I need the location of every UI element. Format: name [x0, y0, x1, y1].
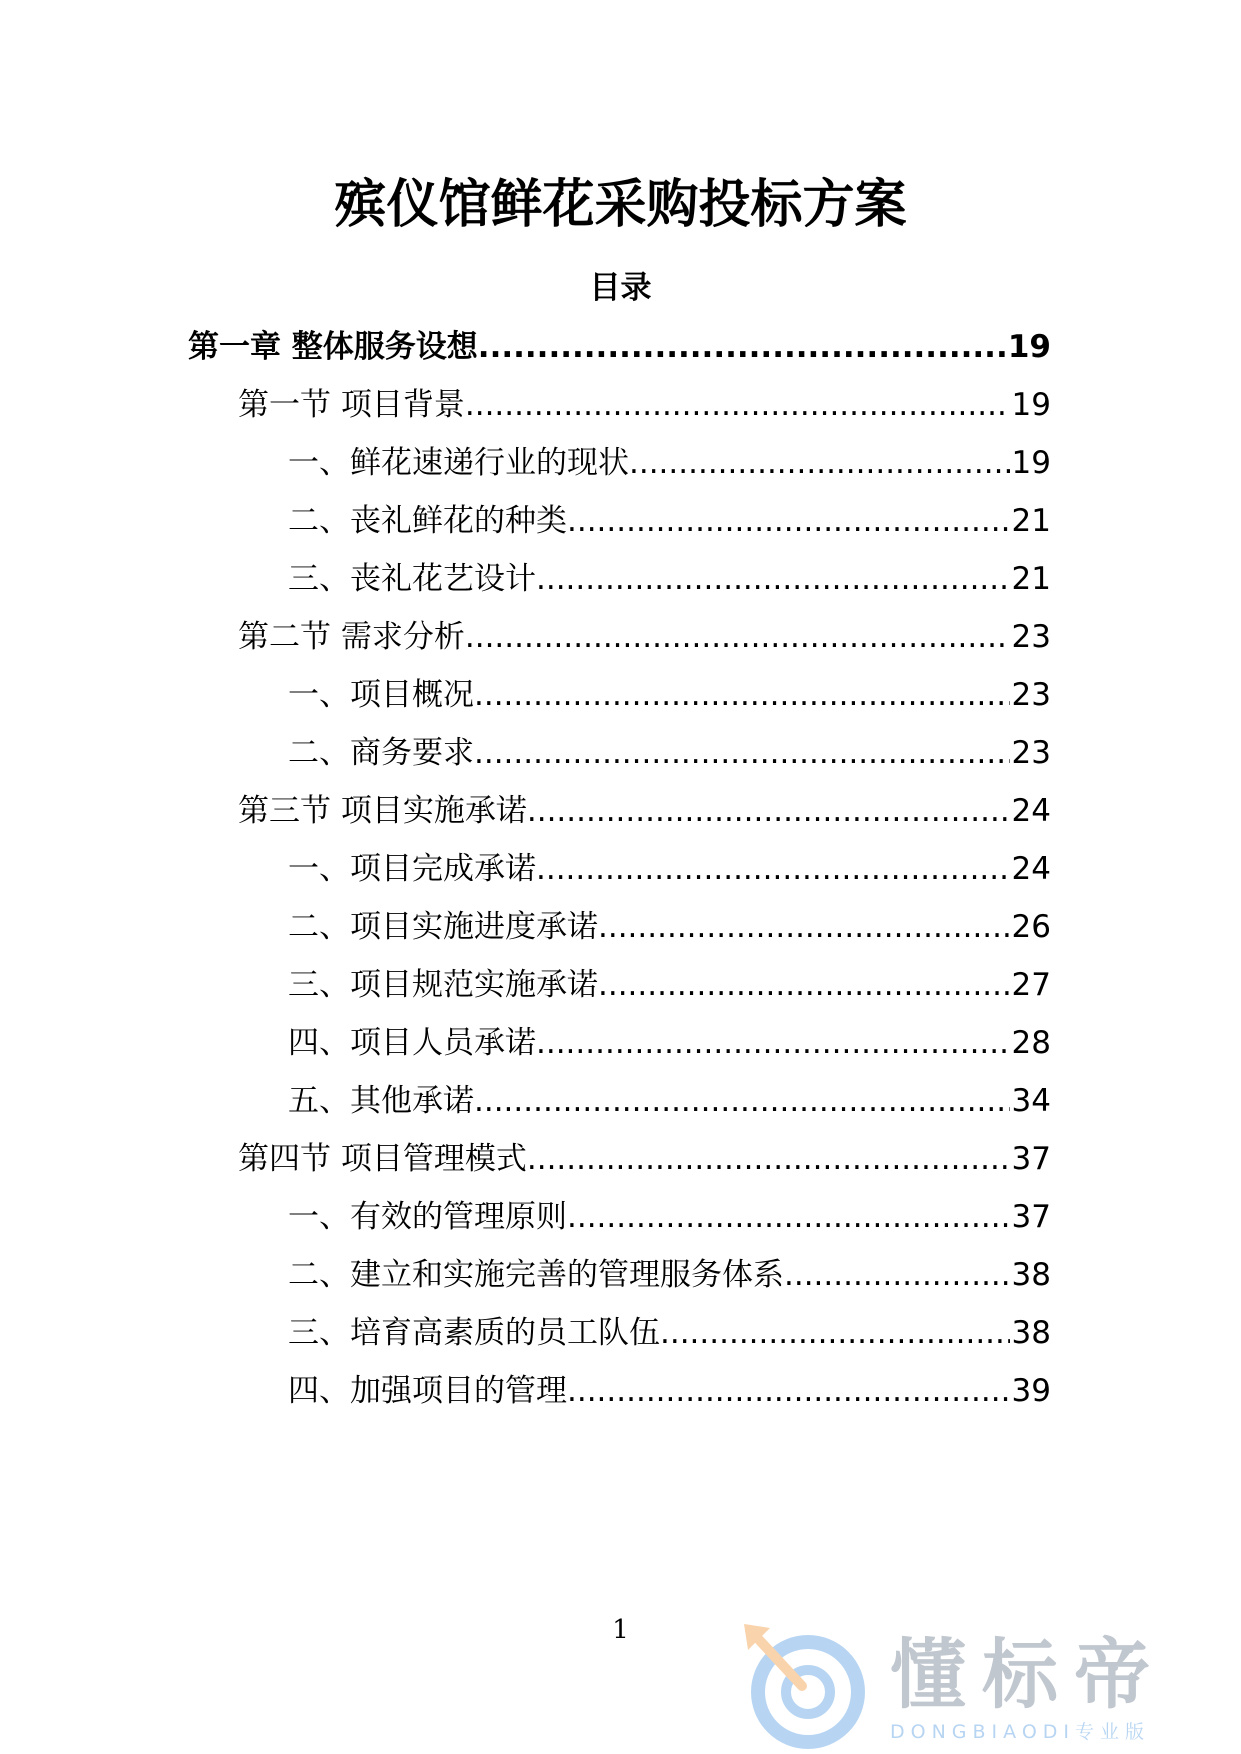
toc-entry-title: 二、丧礼鲜花的种类: [288, 503, 567, 539]
page-number: 1: [612, 1615, 629, 1645]
toc-entry[interactable]: [288, 554, 1051, 604]
toc-dot-leader: [465, 380, 1010, 430]
toc-entry-title: 三、培育高素质的员工队伍: [288, 1315, 660, 1351]
toc-dot-leader: [598, 902, 1010, 952]
toc-entry-page: 24: [1011, 793, 1051, 829]
toc-entry-page: 39: [1011, 1373, 1051, 1409]
toc-dot-leader: [527, 786, 1010, 836]
toc-entry-page: 28: [1011, 1025, 1051, 1061]
toc-dot-leader: [784, 1250, 1010, 1300]
toc-entry-title: 四、项目人员承诺: [288, 1025, 536, 1061]
toc-entry-page: 37: [1011, 1141, 1051, 1177]
toc-entry-title: 一、项目完成承诺: [288, 851, 536, 887]
toc-entry-title: 一、鲜花速递行业的现状: [288, 445, 629, 481]
toc-entry[interactable]: [288, 670, 1051, 720]
target-logo-icon: [740, 1620, 870, 1750]
toc-entry[interactable]: [288, 496, 1051, 546]
toc-entry-title: 第二节 需求分析: [238, 619, 465, 655]
toc-entry[interactable]: [288, 1076, 1051, 1126]
toc-entry-title: 第四节 项目管理模式: [238, 1141, 527, 1177]
toc-dot-leader: [629, 438, 1010, 488]
toc-entry[interactable]: [288, 1018, 1051, 1068]
toc-entry-page: 23: [1011, 735, 1051, 771]
toc-entry-title: 二、商务要求: [288, 735, 474, 771]
toc-entry[interactable]: [188, 322, 1051, 372]
toc-entry[interactable]: [238, 1134, 1051, 1184]
toc-dot-leader: [474, 670, 1010, 720]
toc-entry-title: 三、项目规范实施承诺: [288, 967, 598, 1003]
toc-entry[interactable]: [288, 1308, 1051, 1358]
watermark: [740, 1620, 1220, 1750]
toc-entry[interactable]: [288, 960, 1051, 1010]
toc-dot-leader: [660, 1308, 1010, 1358]
toc-entry-page: 37: [1011, 1199, 1051, 1235]
toc-entry[interactable]: [238, 612, 1051, 662]
toc-dot-leader: [567, 1192, 1010, 1242]
toc-dot-leader: [465, 612, 1010, 662]
toc-entry[interactable]: [288, 844, 1051, 894]
toc-entry-title: 一、项目概况: [288, 677, 474, 713]
toc-entry[interactable]: [238, 786, 1051, 836]
toc-entry-title: 三、丧礼花艺设计: [288, 561, 536, 597]
toc-entry[interactable]: [238, 380, 1051, 430]
toc-entry[interactable]: [288, 438, 1051, 488]
toc-dot-leader: [527, 1134, 1010, 1184]
toc-entry-title: 第三节 项目实施承诺: [238, 793, 527, 829]
toc-entry-page: 26: [1011, 909, 1051, 945]
toc-entry[interactable]: [288, 1250, 1051, 1300]
toc-entry-page: 19: [1011, 387, 1051, 423]
toc-dot-leader: [474, 1076, 1010, 1126]
toc-entry-title: 二、项目实施进度承诺: [288, 909, 598, 945]
toc-entry-page: 23: [1011, 619, 1051, 655]
toc-entry-page: 34: [1011, 1083, 1051, 1119]
toc-entry-title: 第一章 整体服务设想: [188, 329, 478, 365]
toc-entry[interactable]: [288, 902, 1051, 952]
toc-entry-title: 第一节 项目背景: [238, 387, 465, 423]
toc-entry[interactable]: [288, 1366, 1051, 1416]
toc-entry-page: 19: [1007, 329, 1051, 365]
toc-entry-page: 24: [1011, 851, 1051, 887]
toc-entry-page: 19: [1011, 445, 1051, 481]
toc-entry[interactable]: [288, 1192, 1051, 1242]
toc-heading: 目录: [589, 270, 652, 306]
toc-dot-leader: [567, 1366, 1010, 1416]
toc-entry-title: 一、有效的管理原则: [288, 1199, 567, 1235]
toc-entry-page: 27: [1011, 967, 1051, 1003]
toc-dot-leader: [474, 728, 1010, 778]
toc-dot-leader: [598, 960, 1010, 1010]
toc-entry-title: 五、其他承诺: [288, 1083, 474, 1119]
toc-entry-title: 四、加强项目的管理: [288, 1373, 567, 1409]
toc-entry-page: 23: [1011, 677, 1051, 713]
toc-dot-leader: [567, 496, 1010, 546]
watermark-brand: 懂标帝: [890, 1630, 1166, 1719]
toc-entry-title: 二、建立和实施完善的管理服务体系: [288, 1257, 784, 1293]
toc-dot-leader: [536, 1018, 1010, 1068]
toc-entry[interactable]: [288, 728, 1051, 778]
document-title: 殡仪馆鲜花采购投标方案: [334, 175, 907, 235]
toc-entry-page: 21: [1011, 503, 1051, 539]
toc-entry-page: 38: [1011, 1257, 1051, 1293]
toc-dot-leader: [536, 844, 1010, 894]
toc-entry-page: 38: [1011, 1315, 1051, 1351]
toc-dot-leader: [478, 322, 1006, 372]
watermark-subtitle: DONGBIAODI专业版: [890, 1721, 1151, 1743]
toc-dot-leader: [536, 554, 1010, 604]
toc-entry-page: 21: [1011, 561, 1051, 597]
